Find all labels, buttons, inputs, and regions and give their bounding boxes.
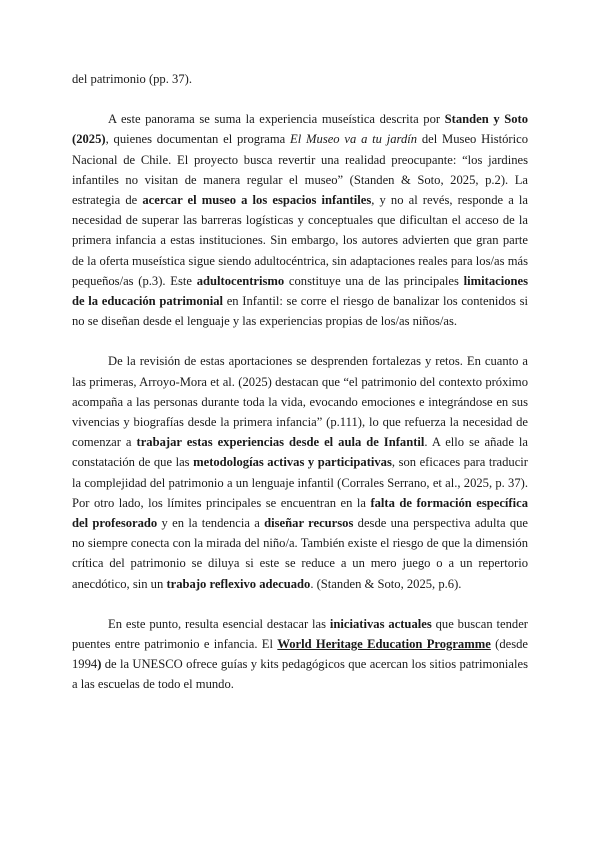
text-run: . A ello se añade la constatación de que las — [72, 435, 528, 470]
paragraph-continuation — [72, 69, 528, 89]
text-run: A este panorama se suma la experiencia museística descrita por — [108, 112, 445, 127]
program-title: El Museo va a tu jardín — [290, 132, 418, 147]
program-name — [277, 637, 491, 651]
text-run: en Infantil: se corre el riesgo de banalizar los contenidos si no se diseñan desde el lenguaje y las experiencias propias de los/as niños/as. — [72, 294, 528, 329]
bold-phrase: adultocentrismo — [196, 273, 285, 288]
bold-phrase: metodologías activas y participativas — [193, 455, 392, 470]
bold-phrase: trabajo reflexivo adecuado — [166, 576, 311, 591]
text-run: , y no al revés, responde a la necesidad de superar las barreras logísticas y conceptuales que dificultan el acceso de la primera infancia a estas instituciones. Sin embargo, los autores advierten que gran parte de la oferta museística sigue siendo adultocéntrica, sin adaptaciones reales para los/as más pequeños/as (p.3). Este — [72, 193, 528, 288]
body-text — [72, 69, 528, 695]
text-run: , quienes documentan el programa — [105, 132, 291, 147]
underlined-program-name: World Heritage Education Programme — [277, 637, 491, 652]
bold-phrase: iniciativas actuales — [329, 616, 432, 631]
bold-phrase: limitaciones de la educación patrimonial — [72, 273, 528, 309]
text-run: desde una perspectiva adulta que no siempre conecta con la mirada del niño/a. También existe el riesgo de que la dimensión crítica del patrimonio se diluya si este se reduce a un mero juego o a un repertorio anecdótico, sin un — [72, 516, 529, 591]
text-run: , son eficaces para traducir la complejidad del patrimonio a un lenguaje infantil (Corrales Serrano, et al., 2025, p. 37). Por otro lado, los límites principales se encuentran en la — [72, 455, 529, 510]
bold-phrase: falta de formación específica del profesorado — [72, 495, 528, 531]
bold-phrase: trabajar estas experiencias desde el aula de Infantil — [136, 435, 425, 450]
text-run: . (Standen & Soto, 2025, p.6). — [310, 576, 462, 591]
text-run: de la UNESCO ofrece guías y kits pedagógicos que acercan los sitios patrimoniales a las escuelas de todo el mundo. — [72, 657, 528, 692]
text-run: En este punto, resulta esencial destacar las — [108, 616, 330, 631]
bold-paren: ) — [97, 657, 102, 672]
text-run: y en la tendencia a — [157, 516, 265, 531]
text-run: De la revisión de estas aportaciones se desprenden fortalezas y retos. En cuanto a las primeras, Arroyo-Mora et al. (2025) destacan que “el patrimonio del contexto próximo acompaña a las personas durante toda la vida, evocando emociones e integrándose en sus vivencias y biografías desde la primera infancia” (p.111), lo que refuerza la necesidad de comenzar a — [72, 354, 528, 450]
paragraph-strengths-challenges — [72, 351, 528, 593]
text-run: (desde 1994 — [72, 637, 528, 672]
text-run: que buscan tender puentes entre patrimonio e infancia. El — [72, 616, 528, 652]
bold-phrase: acercar el museo a los espacios infantiles — [142, 193, 372, 208]
paragraph-museum-experience — [72, 109, 528, 331]
text-run: del Museo Histórico Nacional de Chile. El proyecto busca revertir una realidad preocupante: “los jardines infantiles no visitan de manera regular el museo” (Standen & Soto, 2025, p.2). La estrategia de — [72, 132, 528, 208]
text-run: del patrimonio (pp. 37). — [72, 72, 192, 86]
text-run: constituye una de las principales — [284, 273, 464, 288]
paragraph-current-initiatives — [72, 614, 528, 695]
bold-citation: Standen y Soto (2025) — [72, 112, 529, 147]
bold-phrase: diseñar recursos — [264, 516, 354, 531]
